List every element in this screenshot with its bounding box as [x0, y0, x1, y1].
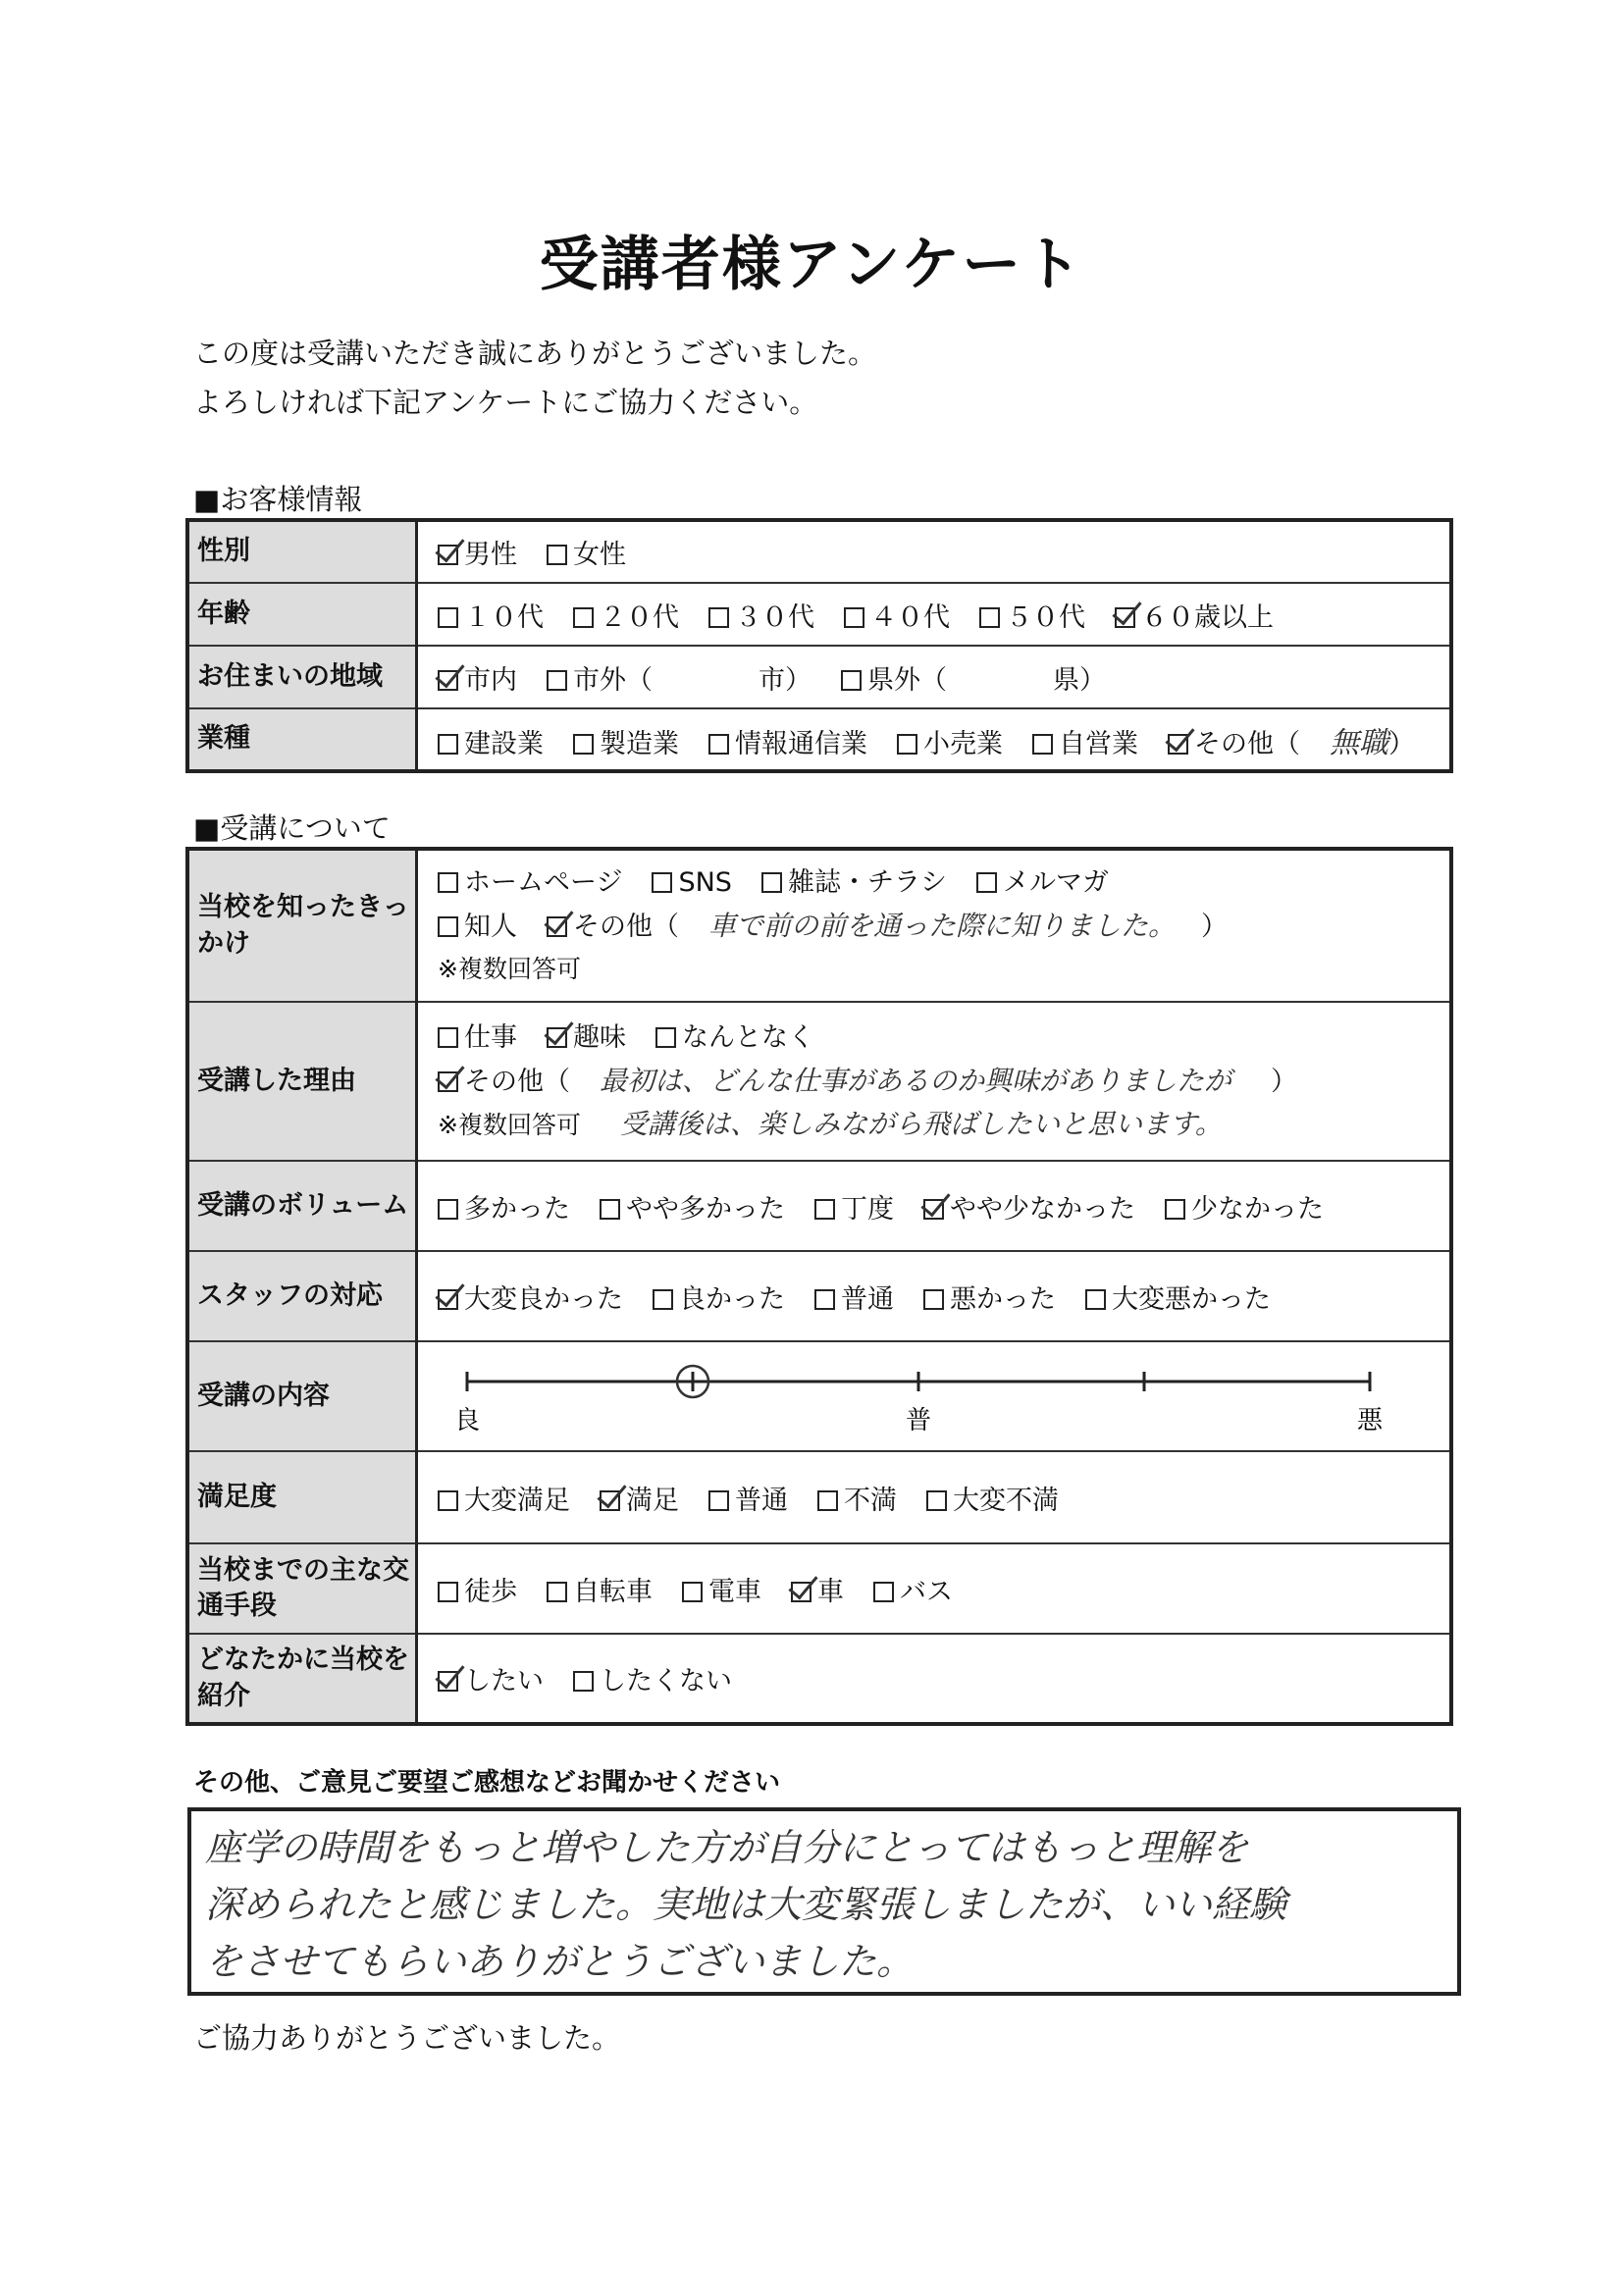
checkbox-option[interactable]: [897, 722, 1003, 760]
row-age: [187, 583, 1451, 646]
comment-line-3: をさせてもらいありがとうございました。: [205, 1940, 915, 1983]
options-gender: [417, 520, 1452, 583]
checkbox-icon[interactable]: [1085, 1289, 1106, 1310]
checkbox-icon[interactable]: [573, 607, 594, 628]
checkbox-icon[interactable]: [438, 1582, 458, 1602]
checkbox-option[interactable]: [1165, 1187, 1324, 1226]
checkbox-option-label: 県外（ 県）: [867, 664, 1106, 696]
label-recommend: どなたかに当校を紹介: [187, 1634, 417, 1724]
checkbox-option-label: 不満: [844, 1485, 897, 1516]
checkbox-option[interactable]: [573, 1659, 732, 1697]
checkbox-option-label: 製造業: [600, 728, 679, 759]
handwritten-reason-2: 受講後は、楽しみながら飛ばしたいと思います。: [619, 1108, 1223, 1140]
checkbox-option-label: 市内: [464, 664, 517, 696]
checkbox-icon[interactable]: [547, 545, 567, 565]
checkbox-icon[interactable]: [655, 1027, 676, 1048]
checkbox-option-label: なんとなく: [682, 1022, 814, 1053]
checkbox-option-label: 良かった: [679, 1283, 785, 1315]
label-industry: 業種: [187, 708, 417, 771]
checkbox-option[interactable]: [926, 1479, 1059, 1517]
checkbox-option-label: ４０代: [870, 601, 950, 633]
checkbox-option[interactable]: [653, 1278, 785, 1316]
checkbox-icon[interactable]: [841, 670, 862, 691]
checkbox-checked-icon[interactable]: [438, 1071, 458, 1092]
row-industry: [187, 708, 1451, 771]
options-staff: [417, 1251, 1452, 1341]
scale-label-good: 良: [453, 1405, 481, 1435]
label-age: 年齢: [187, 583, 417, 646]
checkbox-option-label: 趣味: [573, 1022, 626, 1053]
checkbox-option-label: 車: [817, 1576, 844, 1607]
checkbox-option[interactable]: [976, 861, 1109, 905]
checkbox-icon[interactable]: [844, 607, 864, 628]
checkbox-option-label: SNS: [678, 866, 732, 898]
checkbox-option[interactable]: [841, 658, 1106, 697]
options-area: [417, 646, 1452, 708]
know-options-line-1: [438, 861, 1449, 905]
checkbox-option-label: 建設業: [464, 728, 544, 759]
checkbox-icon[interactable]: [573, 1671, 594, 1692]
content-rating-scale: [438, 1344, 1419, 1442]
checkbox-option-label: ２０代: [600, 601, 679, 633]
checkbox-option-label: 雑誌・チラシ: [787, 866, 947, 898]
checkbox-icon[interactable]: [438, 916, 458, 937]
checkbox-option-label: メルマガ: [1002, 866, 1109, 898]
row-reason: [187, 1002, 1451, 1161]
checkbox-option-label: 悪かった: [950, 1283, 1056, 1315]
intro-line-1: この度は受講いただき誠にありがとうございました。: [193, 337, 877, 370]
checkbox-icon[interactable]: [814, 1289, 835, 1310]
checkbox-option-label: 自営業: [1059, 728, 1138, 759]
checkbox-option-label: ３０代: [735, 601, 814, 633]
checkbox-option-label: １０代: [464, 601, 544, 633]
checkbox-icon[interactable]: [708, 734, 729, 755]
customer-info-table: [185, 518, 1453, 773]
checkbox-option-label: その他（: [573, 911, 679, 942]
checkbox-icon[interactable]: [708, 607, 729, 628]
know-options-line-2: [438, 905, 1449, 948]
scale-label-bad: 悪: [1356, 1405, 1384, 1435]
checkbox-option[interactable]: [438, 1570, 517, 1608]
row-volume: [187, 1161, 1451, 1251]
checkbox-icon[interactable]: [438, 1027, 458, 1048]
checkbox-option-label: 徒歩: [464, 1576, 517, 1607]
checkbox-option-label: 大変不満: [953, 1485, 1059, 1516]
checkbox-checked-icon[interactable]: [547, 916, 567, 937]
checkbox-option[interactable]: [438, 1479, 570, 1517]
checkbox-option-label: 満足: [626, 1485, 679, 1516]
reason-options-line-3: [438, 1103, 1449, 1146]
checkbox-option-label: したい: [464, 1666, 544, 1696]
checkbox-option[interactable]: [873, 1570, 953, 1608]
options-recommend: [417, 1634, 1452, 1724]
checkbox-option[interactable]: [844, 596, 950, 634]
checkbox-option[interactable]: [438, 1278, 623, 1316]
checkbox-option-label: 大変良かった: [464, 1283, 623, 1315]
know-multiple-note: ※複数回答可: [438, 954, 581, 983]
checkbox-checked-icon[interactable]: [1115, 607, 1135, 628]
checkbox-option[interactable]: [814, 1187, 894, 1226]
checkbox-option[interactable]: [600, 1479, 679, 1517]
checkbox-checked-icon[interactable]: [438, 545, 458, 565]
checkbox-icon[interactable]: [708, 1490, 729, 1511]
row-recommend: [187, 1634, 1451, 1724]
page-title: 受講者様アンケート: [539, 231, 1084, 299]
checkbox-option[interactable]: [600, 1187, 785, 1226]
checkbox-option-label: 自転車: [573, 1576, 653, 1607]
row-transport: [187, 1543, 1451, 1634]
reason-close-paren: ）: [1271, 1067, 1298, 1097]
content-scale-cell: [417, 1341, 1452, 1451]
checkbox-option[interactable]: [438, 1187, 570, 1226]
checkbox-icon[interactable]: [979, 607, 1000, 628]
industry-option-list: [438, 729, 1330, 759]
checkbox-option-label: 丁度: [841, 1193, 894, 1225]
checkbox-icon[interactable]: [1165, 1199, 1185, 1220]
row-gender: [187, 520, 1451, 583]
handwritten-reason-1: 最初は、どんな仕事があるのか興味がありましたが: [600, 1065, 1232, 1097]
checkbox-option-label: 電車: [708, 1576, 761, 1607]
checkbox-option[interactable]: [438, 1017, 517, 1060]
section-heading-customer: ■お客様情報: [193, 483, 363, 516]
industry-close-paren: ）: [1388, 728, 1415, 759]
course-info-table: [185, 847, 1453, 1726]
reason-multiple-note: ※複数回答可: [438, 1111, 581, 1139]
checkbox-option[interactable]: [438, 533, 517, 571]
label-gender: 性別: [187, 520, 417, 583]
checkbox-option[interactable]: [438, 861, 622, 905]
checkbox-option[interactable]: [708, 1479, 788, 1517]
checkbox-option[interactable]: [814, 1278, 894, 1316]
checkbox-option[interactable]: [438, 1659, 544, 1697]
checkbox-icon[interactable]: [438, 1490, 458, 1511]
checkbox-option[interactable]: [573, 596, 679, 634]
row-know: [187, 849, 1451, 1002]
checkbox-icon[interactable]: [761, 872, 782, 893]
options-volume: [417, 1161, 1452, 1251]
checkbox-icon[interactable]: [976, 872, 997, 893]
section-heading-course: ■受講について: [193, 811, 391, 845]
checkbox-icon[interactable]: [438, 1199, 458, 1220]
checkbox-option[interactable]: [923, 1278, 1056, 1316]
checkbox-option-label: 市外（ 市）: [573, 664, 812, 696]
checkbox-option-label: やや少なかった: [950, 1193, 1135, 1225]
know-option-list: [438, 912, 708, 942]
checkbox-option[interactable]: [708, 722, 867, 760]
checkbox-option-label: 男性: [464, 540, 517, 570]
checkbox-icon[interactable]: [873, 1582, 894, 1602]
label-transport: 当校までの主な交通手段: [187, 1543, 417, 1634]
checkbox-option-label: その他（: [464, 1067, 570, 1097]
checkbox-option-label: ホームページ: [464, 866, 623, 898]
checkbox-option[interactable]: [1032, 722, 1138, 760]
checkbox-option-label: ６０歳以上: [1141, 601, 1274, 633]
checkbox-option-label: ５０代: [1006, 601, 1085, 633]
checkbox-option[interactable]: [547, 658, 812, 697]
checkbox-icon[interactable]: [926, 1490, 947, 1511]
row-content: [187, 1341, 1451, 1451]
checkbox-checked-icon[interactable]: [438, 670, 458, 691]
checkbox-option[interactable]: [438, 596, 544, 634]
checkbox-option[interactable]: [761, 861, 947, 905]
label-know: 当校を知ったきっかけ: [187, 849, 417, 1002]
checkbox-icon[interactable]: [438, 872, 458, 893]
checkbox-option-label: 女性: [573, 540, 626, 570]
comment-line-2: 深められたと感じました。実地は大変緊張しましたが、いい経験: [205, 1883, 1287, 1926]
checkbox-icon[interactable]: [438, 607, 458, 628]
scale-label-average: 普: [905, 1405, 932, 1435]
label-staff: スタッフの対応: [187, 1251, 417, 1341]
checkbox-option-label: バス: [900, 1576, 953, 1607]
reason-option-list: [438, 1067, 600, 1097]
checkbox-option-label: 大変満足: [464, 1485, 570, 1516]
checkbox-option[interactable]: [791, 1570, 844, 1608]
checkbox-option-label: その他（: [1194, 728, 1300, 759]
checkbox-option[interactable]: [979, 596, 1085, 634]
checkbox-option-label: 知人: [464, 911, 517, 942]
checkbox-checked-icon[interactable]: [923, 1199, 944, 1220]
checkbox-option[interactable]: [573, 722, 679, 760]
know-close-paren: ）: [1201, 911, 1229, 942]
reason-options-line-2: [438, 1060, 1449, 1103]
checkbox-option[interactable]: [1168, 722, 1300, 760]
comments-heading: その他、ご意見ご要望ご感想などお聞かせください: [193, 1768, 781, 1798]
checkbox-icon[interactable]: [652, 872, 672, 893]
checkbox-option[interactable]: [547, 1017, 626, 1060]
checkbox-checked-icon[interactable]: [438, 1671, 458, 1692]
checkbox-option[interactable]: [652, 861, 731, 905]
checkbox-icon[interactable]: [600, 1199, 620, 1220]
checkbox-icon[interactable]: [923, 1289, 944, 1310]
options-transport: [417, 1543, 1452, 1634]
checkbox-checked-icon[interactable]: [547, 1027, 567, 1048]
options-know: [417, 849, 1452, 1002]
checkbox-option[interactable]: [438, 658, 517, 697]
checkbox-checked-icon[interactable]: [1168, 734, 1188, 755]
options-satisfaction: [417, 1451, 1452, 1543]
checkbox-option[interactable]: [655, 1017, 814, 1060]
checkbox-checked-icon[interactable]: [600, 1490, 620, 1511]
checkbox-icon[interactable]: [547, 1582, 567, 1602]
label-volume: 受講のボリューム: [187, 1161, 417, 1251]
checkbox-option-label: 情報通信業: [735, 728, 867, 759]
checkbox-option[interactable]: [547, 906, 679, 949]
checkbox-option[interactable]: [547, 533, 626, 571]
footer-thanks: ご協力ありがとうございました。: [193, 2021, 621, 2055]
intro-line-2: よろしければ下記アンケートにご協力ください。: [193, 386, 818, 419]
checkbox-option-label: やや多かった: [626, 1193, 785, 1225]
label-area: お住まいの地域: [187, 646, 417, 708]
checkbox-icon[interactable]: [817, 1490, 838, 1511]
checkbox-icon[interactable]: [897, 734, 917, 755]
checkbox-option-label: 普通: [735, 1485, 788, 1516]
handwritten-industry: 無職: [1330, 725, 1388, 760]
checkbox-icon[interactable]: [573, 734, 594, 755]
checkbox-option[interactable]: [438, 722, 544, 760]
checkbox-option[interactable]: [1115, 596, 1274, 634]
options-age: [417, 583, 1452, 646]
options-reason: [417, 1002, 1452, 1161]
checkbox-icon[interactable]: [1032, 734, 1053, 755]
row-staff: [187, 1251, 1451, 1341]
reason-options-line-1: [438, 1017, 1449, 1060]
label-reason: 受講した理由: [187, 1002, 417, 1161]
checkbox-option-label: 大変悪かった: [1112, 1283, 1271, 1315]
checkbox-option-label: 少なかった: [1191, 1193, 1324, 1225]
comments-box: [187, 1807, 1461, 1996]
checkbox-option[interactable]: [817, 1479, 897, 1517]
comment-line-1: 座学の時間をもっと増やした方が自分にとってはもっと理解を: [205, 1826, 1249, 1869]
checkbox-icon[interactable]: [682, 1582, 703, 1602]
checkbox-option[interactable]: [1085, 1278, 1271, 1316]
checkbox-option-label: 仕事: [464, 1022, 517, 1053]
checkbox-icon[interactable]: [547, 670, 567, 691]
label-satisfaction: 満足度: [187, 1451, 417, 1543]
checkbox-option[interactable]: [708, 596, 814, 634]
checkbox-option-label: したくない: [600, 1666, 732, 1696]
checkbox-option-label: 小売業: [923, 728, 1003, 759]
checkbox-option[interactable]: [923, 1187, 1135, 1226]
handwritten-know: 車で前の前を通った際に知りました。: [708, 909, 1163, 942]
checkbox-option[interactable]: [438, 1061, 570, 1104]
checkbox-option[interactable]: [682, 1570, 761, 1608]
row-satisfaction: [187, 1451, 1451, 1543]
checkbox-icon[interactable]: [438, 734, 458, 755]
label-content: 受講の内容: [187, 1341, 417, 1451]
checkbox-option[interactable]: [438, 906, 517, 949]
options-industry: [417, 708, 1452, 771]
checkbox-option[interactable]: [547, 1570, 653, 1608]
checkbox-option-label: 普通: [841, 1283, 894, 1315]
checkbox-checked-icon[interactable]: [791, 1582, 812, 1602]
checkbox-option-label: 多かった: [464, 1193, 570, 1225]
checkbox-icon[interactable]: [653, 1289, 673, 1310]
row-area: [187, 646, 1451, 708]
checkbox-icon[interactable]: [814, 1199, 835, 1220]
checkbox-checked-icon[interactable]: [438, 1289, 458, 1310]
